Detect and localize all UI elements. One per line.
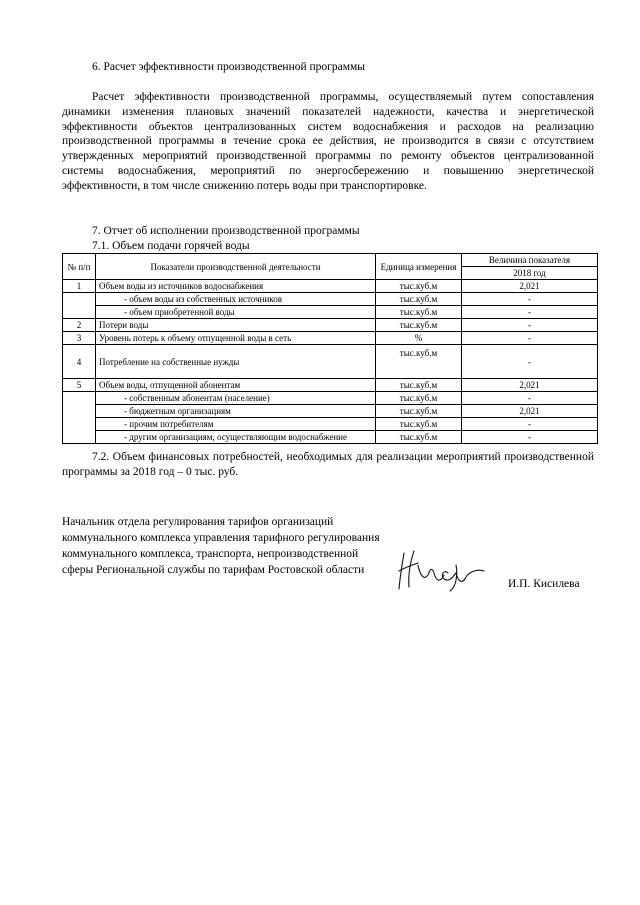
table-row [63, 405, 598, 418]
row-value: - [462, 332, 598, 345]
row-indicator: Объем воды, отпущенной абонентам [96, 379, 376, 392]
table-row [63, 345, 598, 379]
row-num [63, 392, 96, 444]
table-row [63, 431, 598, 444]
section-7-heading: 7. Отчет об исполнении производственной программы [92, 225, 360, 237]
row-indicator: - другим организациям, осуществляющим водоснабжение [96, 431, 376, 444]
table-row [63, 319, 598, 332]
table-row [63, 418, 598, 431]
section-7-2-paragraph: 7.2. Объем финансовых потребностей, необходимых для реализации мероприятий производственной программы за 2018 год – 0 тыс. руб. [62, 451, 594, 478]
row-value: - [462, 418, 598, 431]
row-unit: тыс.куб.м [376, 306, 462, 319]
table-row [63, 280, 598, 293]
row-unit: тыс.куб.м [376, 405, 462, 418]
row-indicator: - объем воды из собственных источников [96, 293, 376, 306]
row-num [63, 293, 96, 319]
header-num: № п/п [63, 254, 96, 280]
row-indicator: - объем приобретенной воды [96, 306, 376, 319]
hot-water-volume-table [62, 253, 598, 444]
row-num: 4 [63, 345, 96, 379]
row-value: - [462, 431, 598, 444]
row-unit: тыс.куб.м [376, 280, 462, 293]
row-value: - [462, 319, 598, 332]
table-row [63, 332, 598, 345]
table-row [63, 392, 598, 405]
row-value: - [462, 293, 598, 306]
row-num: 5 [63, 379, 96, 392]
row-unit: % [376, 332, 462, 345]
row-indicator: Уровень потерь к объему отпущенной воды в сеть [96, 332, 376, 345]
section-7-1-heading: 7.1. Объем подачи горячей воды [92, 240, 250, 252]
row-unit: тыс.куб.м [376, 418, 462, 431]
row-value: 2,021 [462, 405, 598, 418]
row-value: - [462, 392, 598, 405]
row-indicator: Объем воды из источников водоснабжения [96, 280, 376, 293]
row-unit: тыс.куб.м [376, 345, 462, 379]
header-unit: Единица измерения [376, 254, 462, 280]
row-indicator: Потребление на собственные нужды [96, 345, 376, 379]
row-num: 2 [63, 319, 96, 332]
table-row [63, 379, 598, 392]
row-indicator: - бюджетным организациям [96, 405, 376, 418]
row-value: - [462, 306, 598, 319]
row-unit: тыс.куб.м [376, 431, 462, 444]
header-year: 2018 год [462, 267, 598, 280]
row-indicator: - прочим потребителям [96, 418, 376, 431]
row-num: 1 [63, 280, 96, 293]
table-row [63, 293, 598, 306]
row-indicator: Потери воды [96, 319, 376, 332]
section-6-heading: 6. Расчет эффективности производственной программы [92, 61, 366, 73]
row-indicator: - собственным абонентам (население) [96, 392, 376, 405]
signatory-position: Начальник отдела регулирования тарифов организаций коммунального комплекса управления тарифного регулирования коммунального комплекса, транспорта, непроизводственной сферы Региональной службы по тарифам Ростовской области [62, 516, 380, 576]
row-value: 2,021 [462, 379, 598, 392]
handwritten-signature [396, 545, 488, 593]
section-6-paragraph: Расчет эффективности производственной программы, осуществляемый путем сопоставления динамики изменения плановых значений показателей надежности, качества и энергетической эффективности объектов централизованных систем водоснабжения и расходов на реализацию производственной программы в течение срока ее действия, не производится в связи с отсутствием утвержденных мероприятий производственной программы по ремонту объектов централизованной системы водоснабжения, мероприятий по энергосбережению и повышению энергетической эффективности, в том числе снижению потерь воды при транспортировке. [62, 91, 594, 192]
row-unit: тыс.куб.м [376, 319, 462, 332]
signatory-name: И.П. Кисилева [508, 578, 580, 590]
row-unit: тыс.куб.м [376, 379, 462, 392]
row-value: - [462, 345, 598, 379]
row-value: 2,021 [462, 280, 598, 293]
row-unit: тыс.куб.м [376, 392, 462, 405]
header-indicator: Показатели производственной деятельности [96, 254, 376, 280]
header-value-group: Величина показателя [462, 254, 598, 267]
row-num: 3 [63, 332, 96, 345]
row-unit: тыс.куб.м [376, 293, 462, 306]
table-row [63, 306, 598, 319]
